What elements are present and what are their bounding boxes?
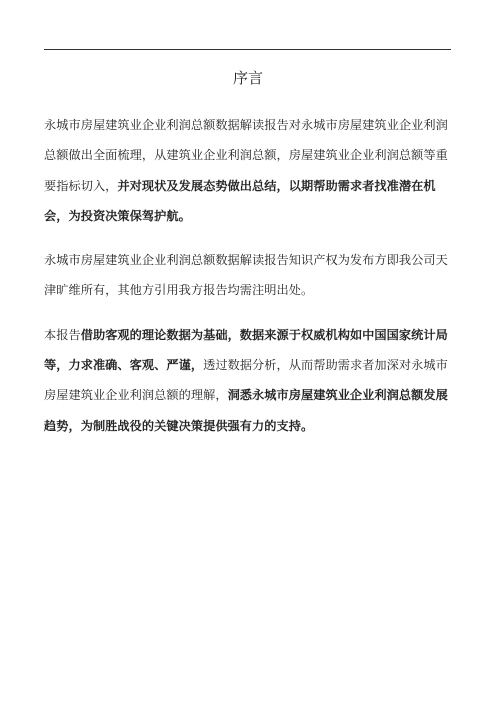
paragraph-copyright xyxy=(44,245,454,306)
paragraph-text: 透过数据分析，从而帮助需求者加深对永城市房屋建筑业企业利润总额的理解， xyxy=(44,358,448,403)
paragraph-methodology xyxy=(44,320,454,441)
page-title: 序言 xyxy=(232,69,263,87)
paragraph-text-bold: 借助客观的理论数据为基础，数据来源于权威机构如中国国家统计局等，力求准确、客观、严谨， xyxy=(44,327,448,373)
paragraph-summary xyxy=(44,110,454,231)
header-divider xyxy=(44,49,451,50)
paragraph-text: 永城市房屋建筑业企业利润总额数据解读报告知识产权为发布方即我公司天津旷维所有，其他方引用我方报告均需注明出处。 xyxy=(44,253,448,298)
paragraph-text: 本报告 xyxy=(44,327,81,342)
paragraph-text-bold: 并对现状及发展态势做出总结，以期帮助需求者找准潜在机会，为投资决策保驾护航。 xyxy=(44,178,436,223)
preface-body xyxy=(44,110,454,441)
paragraph-text-bold: 洞悉永城市房屋建筑业企业利润总额发展趋势，为制胜战役的关键决策提供强有力的支持。 xyxy=(44,388,448,433)
paragraph-text: 永城市房屋建筑业企业利润总额数据解读报告对永城市房屋建筑业企业利润总额做出全面梳理，从建筑业企业利润总额，房屋建筑业企业利润总额等重要指标切入， xyxy=(44,118,448,193)
